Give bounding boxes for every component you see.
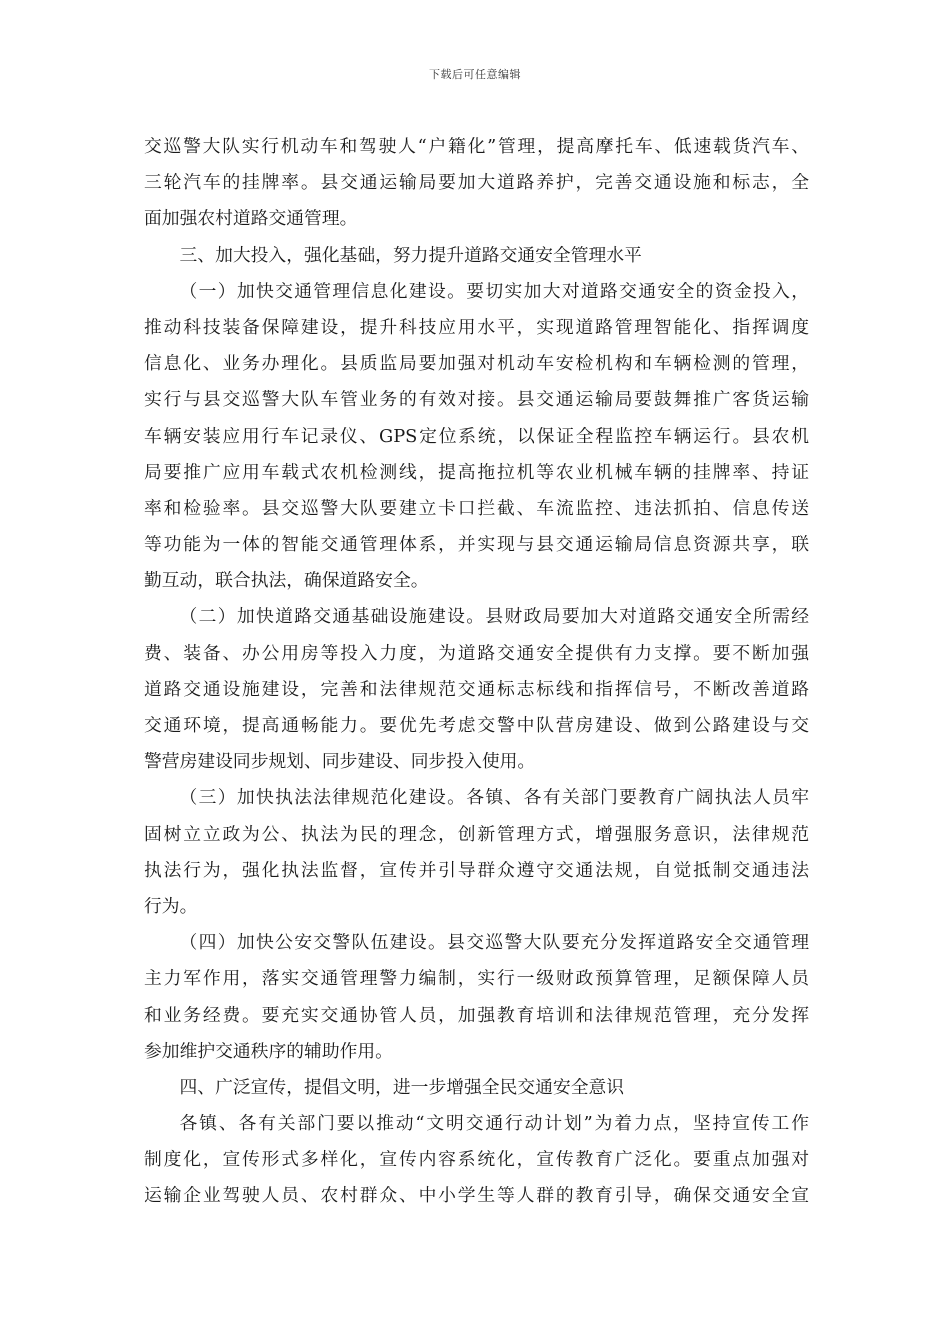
text-line: 面加强农村道路交通管理。	[144, 208, 358, 230]
text-line: 警营房建设同步规划、同步建设、同步投入使用。	[144, 751, 536, 773]
text-line: 四、广泛宣传，提倡文明，进一步增强全民交通安全意识	[179, 1076, 625, 1098]
text-line: 制度化，宣传形式多样化，宣传内容系统化，宣传教育广泛化。要重点加强对	[144, 1149, 809, 1171]
text-line: 实行与县交巡警大队车管业务的有效对接。县交通运输局要鼓舞推广客货运输	[144, 389, 809, 411]
text-line: （二）加快道路交通基础设施建设。县财政局要加大对道路交通安全所需经	[179, 606, 809, 628]
text-line: 费、装备、办公用房等投入力度，为道路交通安全提供有力支撑。要不断加强	[144, 642, 809, 664]
text-line: 道路交通设施建设，完善和法律规范交通标志标线和指挥信号，不断改善道路	[144, 678, 809, 700]
text-line: 参加维护交通秩序的辅助作用。	[144, 1040, 393, 1062]
text-line: 三、加大投入，强化基础，努力提升道路交通安全管理水平	[179, 244, 642, 266]
text-line: 率和检验率。县交巡警大队要建立卡口拦截、车流监控、违法抓拍、信息传送	[144, 497, 809, 519]
text-line: 推动科技装备保障建设，提升科技应用水平，实现道路管理智能化、指挥调度	[144, 316, 809, 338]
text-line: （三）加快执法法律规范化建设。各镇、各有关部门要教育广阔执法人员牢	[179, 787, 809, 809]
text-line: 三轮汽车的挂牌率。县交通运输局要加大道路养护，完善交通设施和标志，全	[144, 172, 809, 194]
text-line: 交巡警大队实行机动车和驾驶人“户籍化”管理，提高摩托车、低速载货汽车、	[144, 136, 809, 157]
page-header-note: 下载后可任意编辑	[429, 68, 521, 81]
document-body	[144, 129, 809, 1215]
text-line: 固树立立政为公、执法为民的理念，创新管理方式，增强服务意识，法律规范	[144, 823, 809, 845]
text-line: 局要推广应用车载式农机检测线，提高拖拉机等农业机械车辆的挂牌率、持证	[144, 461, 809, 483]
text-line: （四）加快公安交警队伍建设。县交巡警大队要充分发挥道路安全交通管理	[179, 932, 809, 954]
text-line: 各镇、各有关部门要以推动“文明交通行动计划”为着力点，坚持宣传工作	[179, 1113, 809, 1135]
text-line: 运输企业驾驶人员、农村群众、中小学生等人群的教育引导，确保交通安全宣	[144, 1185, 809, 1207]
text-line: 执法行为，强化执法监督，宣传并引导群众遵守交通法规，自觉抵制交通违法	[144, 859, 809, 881]
text-line: 勤互动，联合执法，确保道路安全。	[144, 570, 429, 592]
text-line: （一）加快交通管理信息化建设。要切实加大对道路交通安全的资金投入，	[179, 280, 809, 302]
text-line: 和业务经费。要充实交通协管人员，加强教育培训和法律规范管理，充分发挥	[144, 1004, 809, 1026]
text-line: 行为。	[144, 895, 198, 917]
text-line: 信息化、业务办理化。县质监局要加强对机动车安检机构和车辆检测的管理，	[144, 353, 809, 375]
text-line: 车辆安装应用行车记录仪、GPS定位系统，以保证全程监控车辆运行。县农机	[144, 425, 809, 447]
text-line: 主力军作用，落实交通管理警力编制，实行一级财政预算管理，足额保障人员	[144, 968, 809, 990]
text-line: 交通环境，提高通畅能力。要优先考虑交警中队营房建设、做到公路建设与交	[144, 715, 809, 736]
text-line: 等功能为一体的智能交通管理体系，并实现与县交通运输局信息资源共享，联	[144, 534, 809, 556]
